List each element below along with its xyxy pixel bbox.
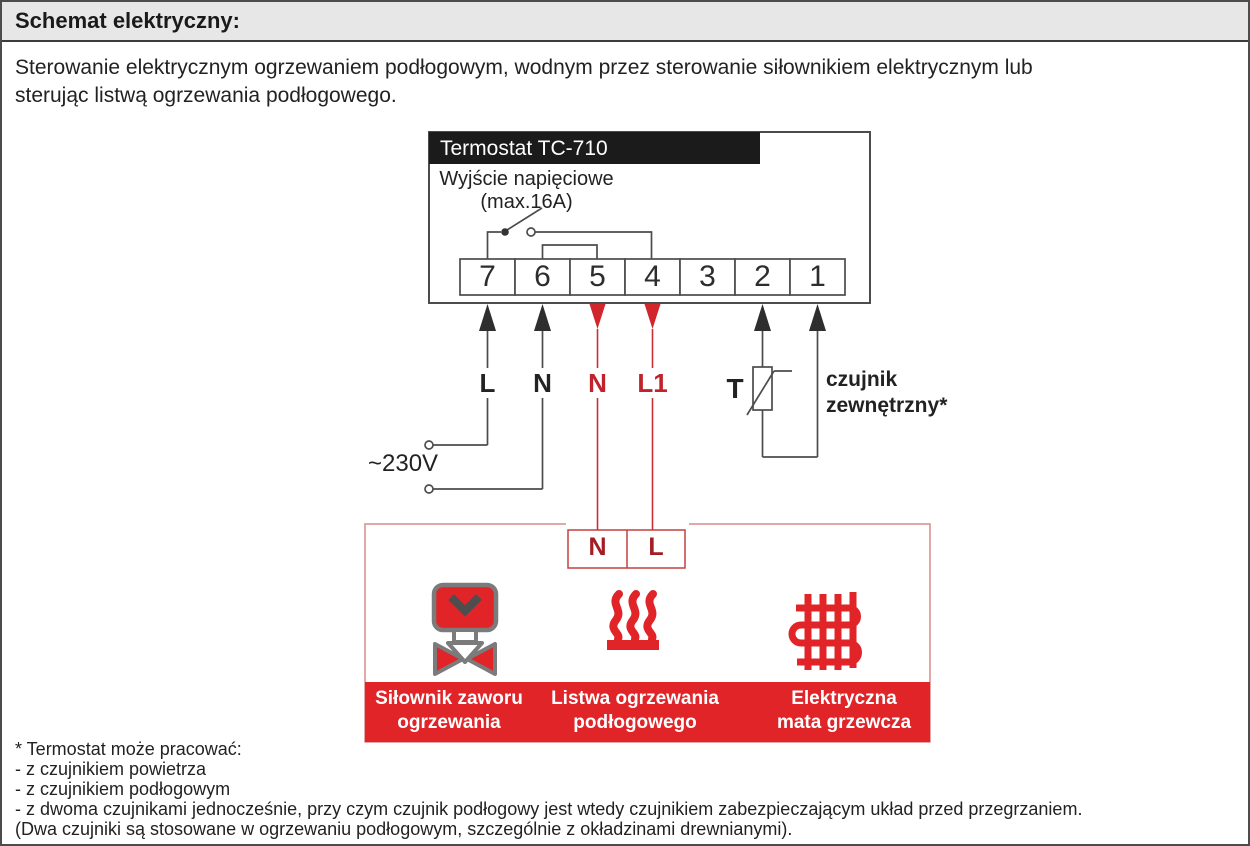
terminal-number-6: 6 (534, 260, 551, 293)
footnote-line: * Termostat może pracować: (15, 739, 242, 759)
floor-heating-strip-icon (607, 594, 659, 650)
footnote-line: - z czujnikiem podłogowym (15, 779, 231, 799)
load-label-heating-mat: Elektryczna mata grzewcza (776, 688, 912, 733)
output-voltage-max-label: (max.16A) (480, 191, 573, 213)
load-terminal-l-label: L (648, 533, 664, 561)
wire-label-live: L (456, 368, 520, 399)
external-sensor-label: czujnik zewnętrzny* (826, 368, 948, 417)
terminal-number-7: 7 (479, 260, 496, 293)
terminal-number-3: 3 (699, 260, 716, 293)
footnotes (15, 739, 1082, 839)
terminal-number-1: 1 (809, 260, 826, 293)
sensor-wires (747, 331, 818, 457)
load-label-heating-strip: Listwa ogrzewania podłogowego (551, 688, 719, 733)
footnote-line: - z czujnikiem powietrza (15, 759, 207, 779)
wire-label-output-neutral: N (566, 368, 630, 399)
terminal-number-2: 2 (754, 260, 771, 293)
output-wires (590, 304, 661, 530)
output-voltage-label: Wyjście napięciowe (439, 168, 614, 190)
wire-label-neutral: N (511, 368, 575, 399)
terminal-number-4: 4 (644, 260, 661, 293)
thermostat-title: Termostat TC-710 (440, 137, 608, 160)
terminal-number-5: 5 (589, 260, 606, 293)
description-line-1: Sterowanie elektrycznym ogrzewaniem podłogowym, wodnym przez sterowanie siłownikiem elektrycznym lub (15, 56, 1033, 79)
sensor-t-label: T (726, 373, 744, 404)
load-terminal-n-label: N (588, 533, 607, 561)
supply-wires (425, 331, 543, 493)
voltage-source-label: ~230V (368, 450, 439, 477)
footnote-line: - z dwoma czujnikami jednocześnie, przy czym czujnik podłogowy jest wtedy czujnikiem zabezpieczającym układ przed przegrzaniem. (15, 799, 1083, 819)
footnote-line: (Dwa czujniki są stosowane w ogrzewaniu podłogowym, szczególnie z okładzinami drewnianymi). (15, 819, 793, 839)
description-line-2: sterując listwą ogrzewania podłogowego. (15, 84, 397, 107)
load-label-valve-actuator: Siłownik zaworu ogrzewania (375, 688, 523, 733)
wire-label-output-live: L1 (621, 368, 685, 399)
valve-actuator-icon (434, 585, 496, 674)
page-title: Schemat elektryczny: (15, 8, 240, 33)
